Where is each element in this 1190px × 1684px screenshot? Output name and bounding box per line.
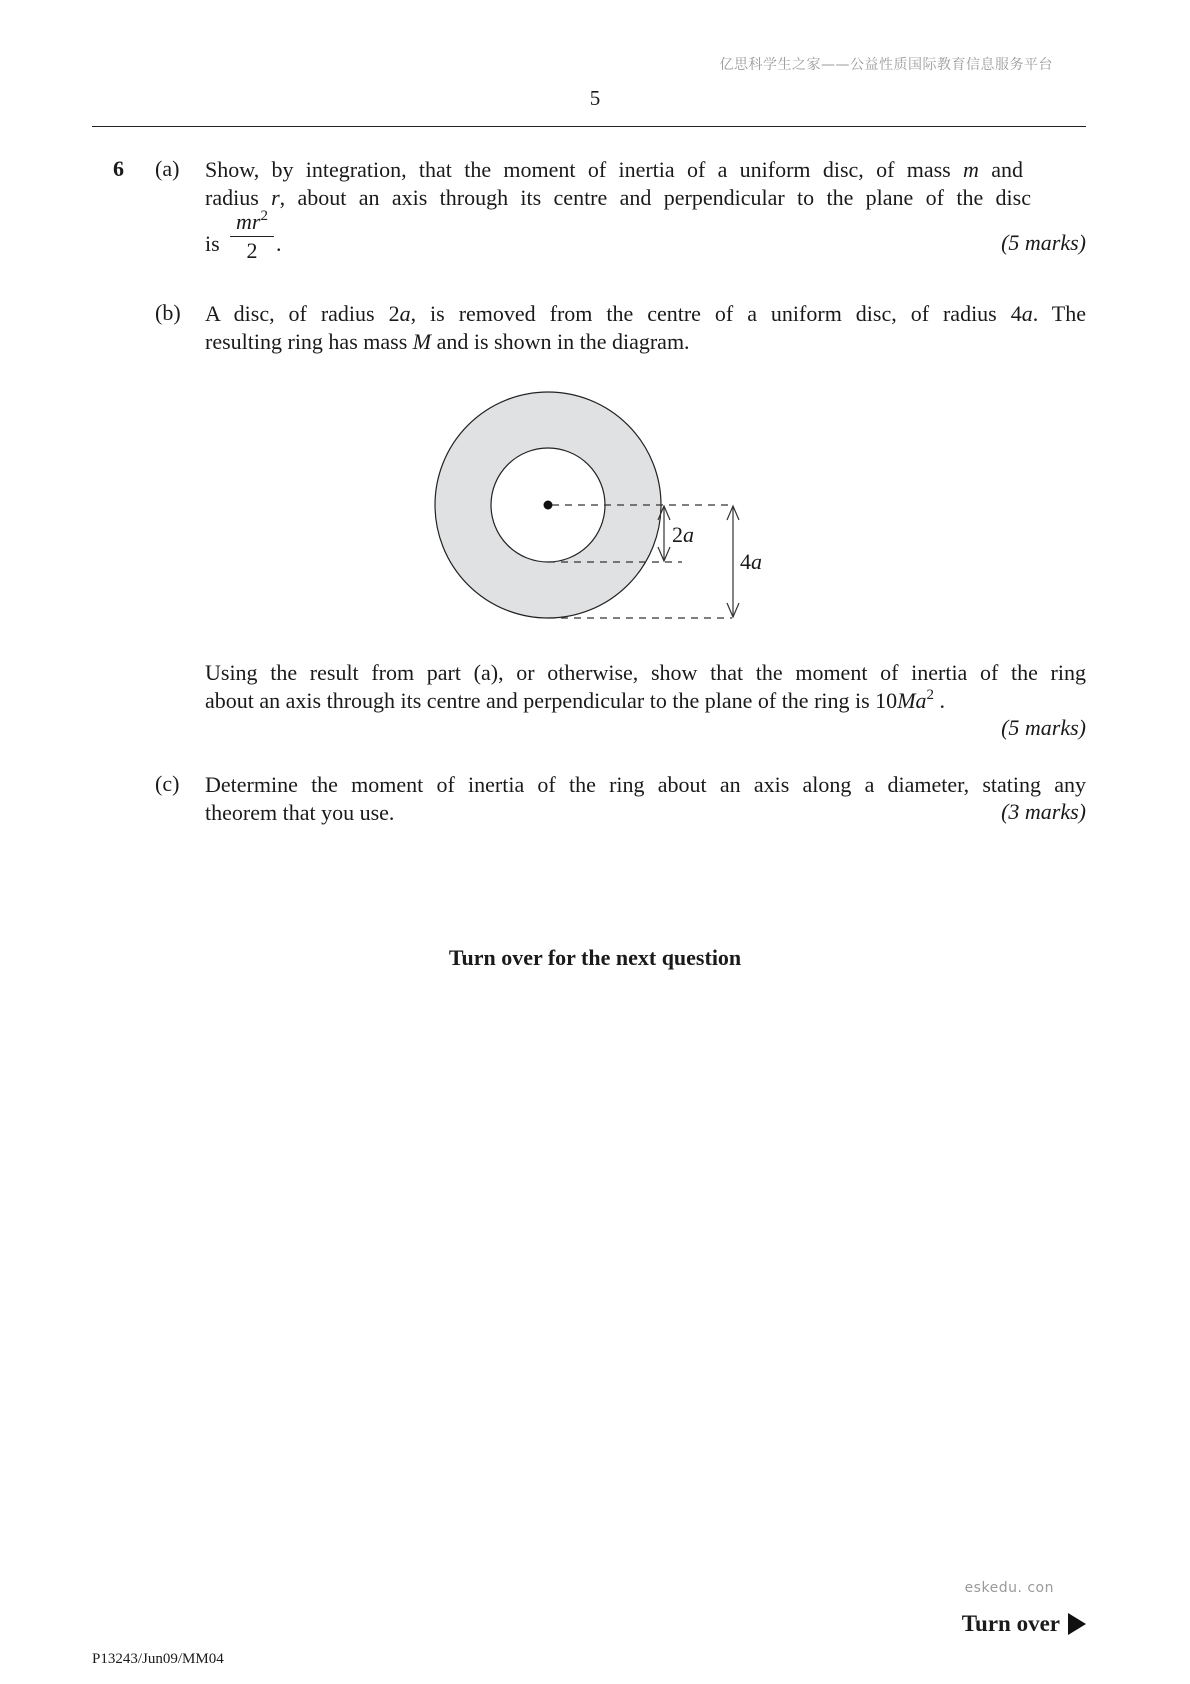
- outer-radius-label: 4a: [740, 549, 762, 574]
- page-number: 5: [589, 86, 601, 110]
- inner-radius-label: 2a: [672, 522, 694, 547]
- part-a-line2: radius r, about an axis through its centre and perpendicular to the plane of the disc: [205, 185, 1031, 210]
- ring-diagram: [420, 380, 780, 640]
- part-a-label: (a): [155, 156, 180, 181]
- part-b-line3: Using the result from part (a), or otherwise, show that the moment of inertia of the ring: [205, 660, 1086, 685]
- part-b-line1: A disc, of radius 2a, is removed from the centre of a uniform disc, of radius 4a. The: [205, 301, 1086, 326]
- part-a-is: is: [205, 231, 220, 256]
- part-c-line2: theorem that you use.: [205, 800, 395, 825]
- centre-point: [544, 501, 553, 510]
- footer-watermark: eskedu. con: [964, 1580, 1054, 1596]
- part-b-line2: resulting ring has mass M and is shown in the diagram.: [205, 329, 690, 354]
- part-a-marks: (5 marks): [1001, 230, 1086, 255]
- part-c-line1: Determine the moment of inertia of the ring about an axis along a diameter, stating any: [205, 772, 1086, 797]
- question-number: 6: [113, 156, 124, 181]
- outer-radius-arrow: [727, 506, 739, 617]
- part-b-line4: about an axis through its centre and perpendicular to the plane of the ring is 10Ma$^2$ .: [205, 687, 946, 713]
- fraction-mr2-over-2: $\frac{mr^2}{2}$: [230, 210, 274, 263]
- turn-over-next-question: Turn over for the next question: [448, 945, 742, 970]
- right-arrow-icon: [1068, 1613, 1086, 1635]
- part-b-marks: (5 marks): [1001, 715, 1086, 740]
- turn-over: [962, 1611, 1086, 1637]
- part-c-label: (c): [155, 771, 180, 796]
- paper-code: P13243/Jun09/MM04: [92, 1651, 224, 1667]
- part-b-label: (b): [155, 300, 181, 325]
- header-rule: [92, 126, 1086, 127]
- turn-over-label: Turn over: [961, 1611, 1060, 1636]
- part-a-line1: Show, by integration, that the moment of inertia of a uniform disc, of mass m and: [205, 157, 1024, 182]
- header-watermark: 亿思科学生之家——公益性质国际教育信息服务平台: [719, 57, 1053, 73]
- part-c-marks: (3 marks): [1001, 799, 1086, 824]
- part-a-period: .: [276, 231, 282, 256]
